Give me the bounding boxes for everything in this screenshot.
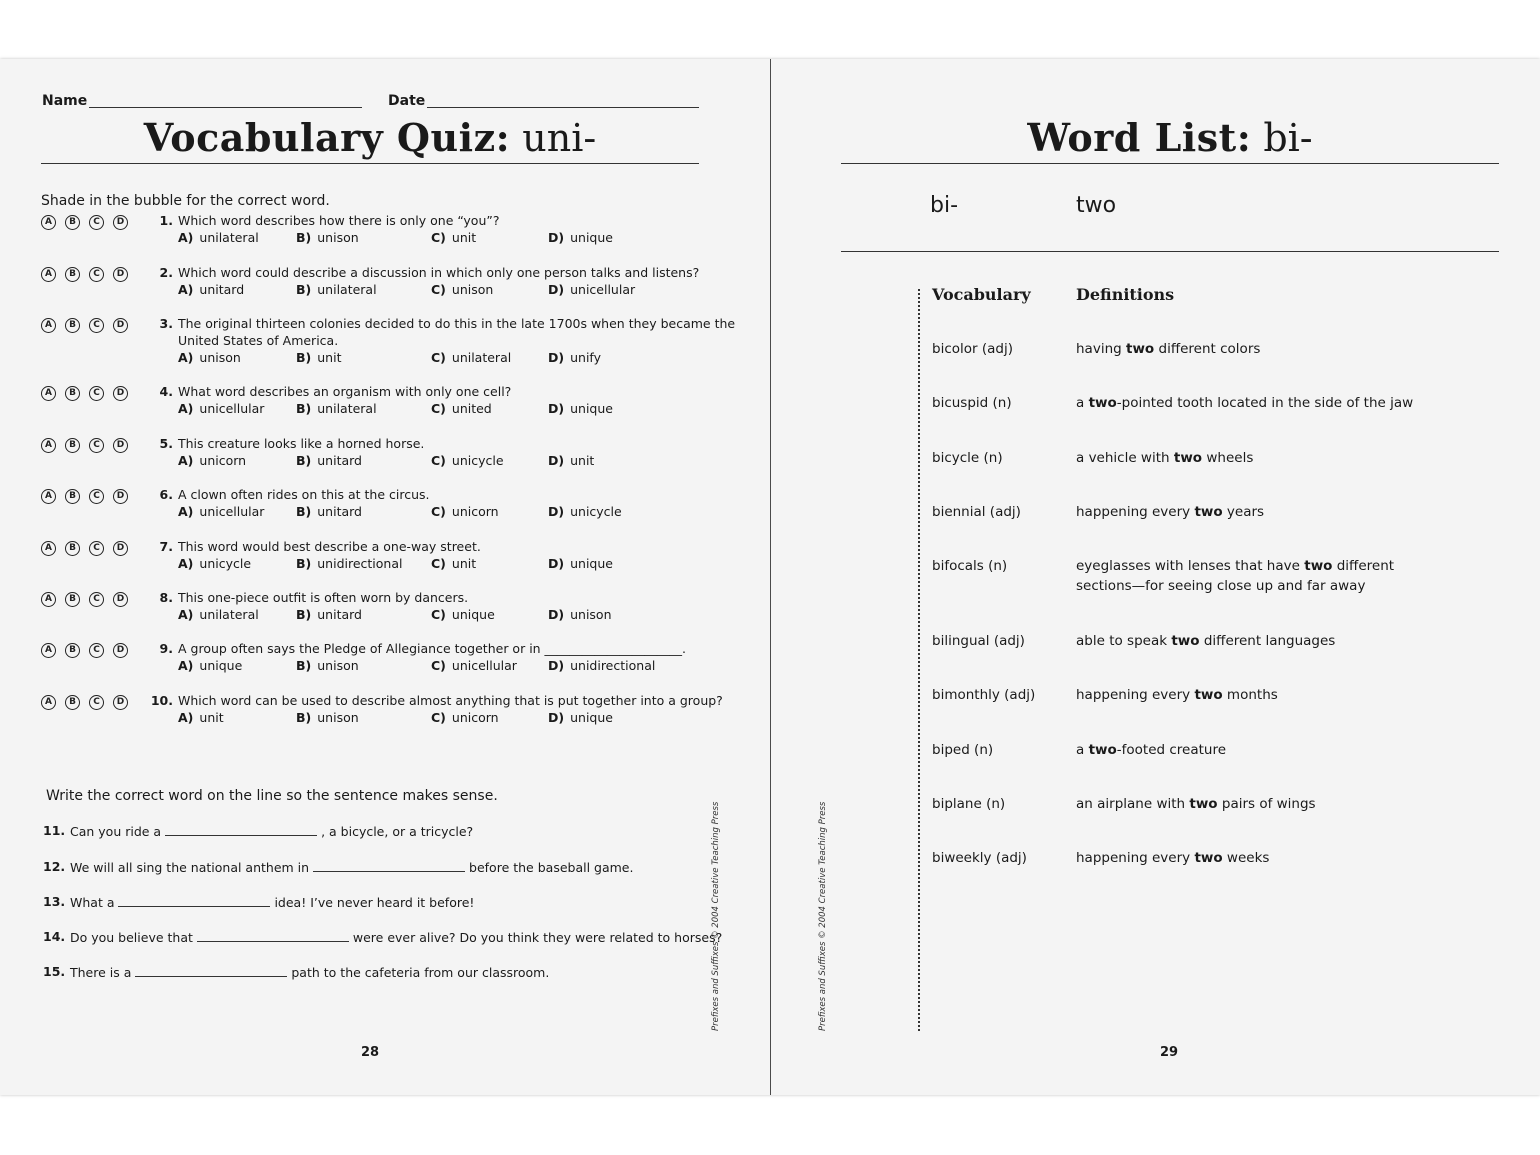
wordlist-title [841,115,1499,160]
answer-option [548,401,613,416]
answer-bubble[interactable]: B [65,386,80,401]
definition-text: years [1222,504,1265,520]
answer-bubble[interactable]: A [41,489,56,504]
option-text: unicorn [451,504,499,519]
option-text: unit [451,230,477,245]
name-line[interactable] [89,107,362,108]
word-definition [1076,502,1446,522]
option-text: unison [317,230,359,245]
option-letter: D) [548,282,565,297]
answer-option [178,350,241,365]
definition-keyword: two [1126,341,1155,357]
sentence-end: , a bicycle, or a tricycle? [321,824,474,839]
option-letter: D) [548,350,565,365]
question-number: 1. [159,213,173,228]
definition-keyword: two [1194,850,1223,866]
question-text: The original thirteen colonies decided to do this in the late 1700s when they became the [178,316,736,331]
answer-bubble[interactable]: B [65,267,80,282]
fillin-number: 11. [43,823,66,838]
answer-bubble[interactable]: B [65,318,80,333]
answer-option [431,230,476,245]
answer-option [431,504,499,519]
option-text: unify [570,350,601,365]
definition-text: happening every [1076,687,1195,703]
question-number: 2. [159,265,173,280]
definition-text: -footed creature [1116,742,1227,758]
answer-bubbles [41,641,137,658]
word-definition [1076,794,1446,814]
option-letter: B) [296,350,312,365]
option-text: unit [570,453,595,468]
answer-option [178,710,224,725]
answer-bubble[interactable]: D [113,541,128,556]
option-letter: A) [178,658,194,673]
sentence-end: idea! I’ve never heard it before! [274,895,475,910]
prefix-meaning: two [1076,193,1117,218]
word-definition [1076,740,1446,760]
answer-bubble[interactable]: A [41,215,56,230]
answer-option [548,453,594,468]
sentence-start: There is a [70,965,132,980]
definition-text: a [1076,395,1089,411]
option-letter: A) [178,607,194,622]
sentence-start: We will all sing the national anthem in [70,860,310,875]
option-letter: A) [178,350,194,365]
answer-option [431,282,493,297]
option-letter: C) [431,401,446,416]
option-letter: D) [548,658,565,673]
option-text: unit [451,556,477,571]
option-text: unit [317,350,342,365]
answer-bubble[interactable]: D [113,386,128,401]
answer-option [431,401,492,416]
answer-bubbles [41,265,137,282]
option-text: unitard [317,504,362,519]
option-text: unique [570,401,613,416]
option-letter: A) [178,401,194,416]
sentence-end: before the baseball game. [469,860,634,875]
option-letter: A) [178,504,194,519]
option-letter: A) [178,710,194,725]
option-text: unicorn [451,710,499,725]
answer-option [296,350,341,365]
definition-text: eyeglasses with lenses that have [1076,558,1305,574]
question-number: 4. [159,384,173,399]
answer-bubble[interactable]: B [65,438,80,453]
answer-option [296,282,377,297]
answer-option [431,607,495,622]
answer-bubble[interactable]: B [65,695,80,710]
answer-bubble[interactable]: C [89,267,104,282]
option-letter: B) [296,556,312,571]
word-definition [1076,448,1446,468]
answer-bubble[interactable]: C [89,318,104,333]
option-letter: C) [431,350,446,365]
option-letter: C) [431,282,446,297]
question-number: 7. [159,539,173,554]
option-text: unique [199,658,243,673]
fillin-number: 14. [43,929,66,944]
answer-option [296,401,377,416]
answer-bubble[interactable]: A [41,267,56,282]
answer-option [296,556,402,571]
definition-text: having [1076,341,1126,357]
sentence-start: What a [70,895,115,910]
question-text: United States of America. [178,333,339,348]
prefix-rule [841,251,1499,252]
option-letter: B) [296,504,312,519]
option-text: unison [317,710,359,725]
question-number: 3. [159,316,173,331]
fillin-instruction: Write the correct word on the line so the sentence makes sense. [46,788,498,804]
definition-text: able to speak [1076,633,1172,649]
option-text: unilateral [199,230,259,245]
option-letter: B) [296,230,312,245]
question-text: Which word describes how there is only one “you”? [178,213,500,228]
answer-option [178,453,246,468]
option-letter: B) [296,607,312,622]
option-letter: A) [178,230,194,245]
option-text: unitard [317,607,362,622]
option-text: unicellular [570,282,636,297]
answer-option [296,453,362,468]
answer-bubbles [41,436,137,453]
answer-option [178,401,264,416]
book-spread [0,59,1540,1095]
answer-option [431,556,476,571]
answer-option [178,230,259,245]
answer-bubble[interactable]: A [41,643,56,658]
copyright-credit: Prefixes and Suffixes © 2004 Creative Teaching Press [818,801,828,1031]
answer-bubble[interactable]: A [41,438,56,453]
answer-bubble[interactable]: D [113,643,128,658]
answer-option [548,504,622,519]
question-text: This word would best describe a one-way street. [178,539,481,554]
vocabulary-heading: Vocabulary [932,285,1031,304]
word-definition [1076,848,1446,868]
vocab-word: bicycle (n) [932,450,1003,466]
option-letter: C) [431,504,446,519]
option-text: unison [199,350,241,365]
option-text: unique [451,607,495,622]
option-text: unicellular [199,401,265,416]
fillin-number: 13. [43,894,66,909]
option-text: unison [570,607,612,622]
answer-bubble[interactable]: B [65,643,80,658]
definition-text: a [1076,742,1089,758]
option-text: unitard [199,282,245,297]
answer-option [296,607,362,622]
option-text: unilateral [317,282,377,297]
option-letter: D) [548,556,565,571]
answer-bubbles [41,539,137,556]
title-rule [841,163,1499,164]
option-text: unicycle [199,556,252,571]
option-text: unison [451,282,494,297]
option-letter: B) [296,710,312,725]
answer-option [548,230,613,245]
answer-blank[interactable] [313,859,465,872]
option-text: unilateral [451,350,512,365]
fillin-number: 12. [43,859,66,874]
question-text: A group often says the Pledge of Allegiance together or in ______________________. [178,641,687,656]
answer-bubble[interactable]: D [113,592,128,607]
word-definition [1076,685,1446,705]
definition-keyword: two [1189,796,1218,812]
answer-option [296,504,362,519]
answer-option [296,710,359,725]
option-letter: B) [296,282,312,297]
option-text: unitard [317,453,362,468]
option-text: unique [570,556,613,571]
date-line[interactable] [427,107,699,108]
quiz-instruction: Shade in the bubble for the correct word. [41,193,330,209]
option-text: united [451,401,492,416]
sentence-end: were ever alive? Do you think they were related to horses? [352,930,723,945]
answer-option [548,350,601,365]
wordlist-title-suffix: bi- [1263,116,1313,160]
option-letter: D) [548,710,565,725]
definition-text: months [1222,687,1278,703]
answer-option [178,282,244,297]
answer-option [548,607,612,622]
answer-bubbles [41,590,137,607]
definition-text: a vehicle with [1076,450,1174,466]
prefix-word: bi- [930,193,959,218]
left-page [0,59,770,1095]
answer-bubble[interactable]: C [89,643,104,658]
definition-text: pairs of wings [1217,796,1316,812]
option-text: unidirectional [317,556,403,571]
question-number: 10. [150,693,173,708]
dotted-divider [918,289,920,1031]
answer-option [431,658,517,673]
answer-option [178,607,259,622]
answer-bubble[interactable]: D [113,318,128,333]
word-definition [1076,556,1446,596]
answer-bubbles [41,213,137,230]
answer-option [178,504,264,519]
answer-bubble[interactable]: A [41,592,56,607]
answer-bubble[interactable]: C [89,438,104,453]
vocab-word: bifocals (n) [932,558,1008,574]
question-text: This one-piece outfit is often worn by dancers. [178,590,469,605]
answer-blank[interactable] [165,823,317,836]
option-letter: C) [431,607,446,622]
answer-bubble[interactable]: A [41,541,56,556]
option-text: unit [199,710,224,725]
option-text: unilateral [317,401,377,416]
sentence-start: Can you ride a [70,824,162,839]
definition-text: weeks [1222,850,1270,866]
definition-text: an airplane with [1076,796,1190,812]
answer-bubble[interactable]: A [41,318,56,333]
vocab-word: bimonthly (adj) [932,687,1036,703]
answer-option [431,710,499,725]
option-text: unison [317,658,359,673]
question-number: 9. [159,641,173,656]
option-letter: D) [548,453,565,468]
option-letter: C) [431,230,446,245]
option-letter: C) [431,710,446,725]
definition-text: different sections—for seeing close up and far away [1076,558,1395,594]
option-letter: B) [296,453,312,468]
option-letter: B) [296,658,312,673]
right-page [771,59,1540,1095]
answer-bubble[interactable]: C [89,386,104,401]
answer-blank[interactable] [135,964,287,977]
vocab-word: bicolor (adj) [932,341,1013,357]
sentence-start: Do you believe that [70,930,193,945]
answer-option [548,658,655,673]
answer-bubbles [41,316,137,333]
option-text: unicellular [451,658,517,673]
answer-bubble[interactable]: B [65,489,80,504]
answer-bubbles [41,487,137,504]
answer-option [178,556,251,571]
option-text: unicellular [199,504,265,519]
vocab-word: biennial (adj) [932,504,1021,520]
title-rule [41,163,699,164]
fillin-sentence [70,859,633,875]
option-text: unicycle [570,504,622,519]
answer-bubble[interactable]: D [113,695,128,710]
vocab-word: bilingual (adj) [932,633,1025,649]
question-number: 8. [159,590,173,605]
answer-bubble[interactable]: B [65,215,80,230]
question-number: 5. [159,436,173,451]
answer-bubble[interactable]: B [65,541,80,556]
option-letter: A) [178,556,194,571]
option-letter: D) [548,607,565,622]
word-definition [1076,393,1446,413]
definition-text: different colors [1154,341,1261,357]
answer-option [431,350,511,365]
definition-keyword: two [1194,504,1223,520]
answer-option [548,710,613,725]
definition-keyword: two [1171,633,1200,649]
wordlist-title-bold: Word List: [1027,115,1252,160]
quiz-title-bold: Vocabulary Quiz: [143,115,511,160]
answer-blank[interactable] [197,929,349,942]
date-label: Date [388,93,426,109]
question-text: A clown often rides on this at the circus. [178,487,430,502]
sentence-end: path to the cafeteria from our classroom. [291,965,550,980]
option-letter: A) [178,453,194,468]
answer-bubbles [41,693,137,710]
definition-text: happening every [1076,504,1195,520]
answer-bubble[interactable]: D [113,267,128,282]
option-letter: C) [431,453,446,468]
question-number: 6. [159,487,173,502]
answer-bubble[interactable]: B [65,592,80,607]
vocab-word: biped (n) [932,742,994,758]
option-letter: C) [431,556,446,571]
answer-option [178,658,242,673]
answer-option [548,556,613,571]
answer-option [548,282,635,297]
name-label: Name [42,93,88,109]
answer-bubbles [41,384,137,401]
question-text: Which word can be used to describe almost anything that is put together into a group? [178,693,723,708]
definition-keyword: two [1304,558,1333,574]
definition-text: happening every [1076,850,1195,866]
definition-text: different languages [1199,633,1336,649]
option-text: unique [570,710,613,725]
option-letter: D) [548,230,565,245]
page-number: 29 [1160,1045,1179,1060]
fillin-sentence [70,894,474,910]
copyright-credit: Prefixes and Suffixes © 2004 Creative Teaching Press [711,801,721,1031]
option-letter: B) [296,401,312,416]
answer-bubble[interactable]: A [41,386,56,401]
fillin-sentence [70,929,722,945]
option-text: unilateral [199,607,259,622]
vocab-word: bicuspid (n) [932,395,1012,411]
answer-bubble[interactable]: C [89,695,104,710]
option-text: unicycle [451,453,504,468]
question-text: Which word could describe a discussion in which only one person talks and listens? [178,265,700,280]
answer-bubble[interactable]: D [113,215,128,230]
definition-text: wheels [1202,450,1254,466]
definition-keyword: two [1194,687,1223,703]
option-letter: A) [178,282,194,297]
question-text: This creature looks like a horned horse. [178,436,425,451]
definition-keyword: two [1173,450,1203,466]
definitions-heading: Definitions [1076,285,1175,304]
answer-bubble[interactable]: D [113,489,128,504]
answer-bubble[interactable]: C [89,215,104,230]
option-letter: D) [548,504,565,519]
answer-bubble[interactable]: C [89,541,104,556]
page-number: 28 [361,1045,380,1060]
answer-option [296,230,359,245]
definition-keyword: two [1088,742,1117,758]
option-text: unidirectional [570,658,656,673]
quiz-title-suffix: uni- [522,116,597,160]
option-letter: C) [431,658,446,673]
word-definition [1076,631,1446,651]
option-text: unicorn [199,453,247,468]
word-definition [1076,339,1446,359]
answer-blank[interactable] [118,894,270,907]
definition-keyword: two [1088,395,1117,411]
vocab-word: biplane (n) [932,796,1006,812]
answer-bubble[interactable]: C [89,489,104,504]
answer-option [296,658,359,673]
fillin-sentence [70,964,549,980]
option-letter: D) [548,401,565,416]
answer-bubble[interactable]: A [41,695,56,710]
option-text: unique [570,230,613,245]
answer-bubble[interactable]: C [89,592,104,607]
definition-text: -pointed tooth located in the side of the jaw [1116,395,1414,411]
answer-bubble[interactable]: D [113,438,128,453]
fillin-sentence [70,823,473,839]
question-text: What word describes an organism with only one cell? [178,384,512,399]
answer-option [431,453,504,468]
vocab-word: biweekly (adj) [932,850,1027,866]
fillin-number: 15. [43,964,66,979]
quiz-title [41,115,699,160]
